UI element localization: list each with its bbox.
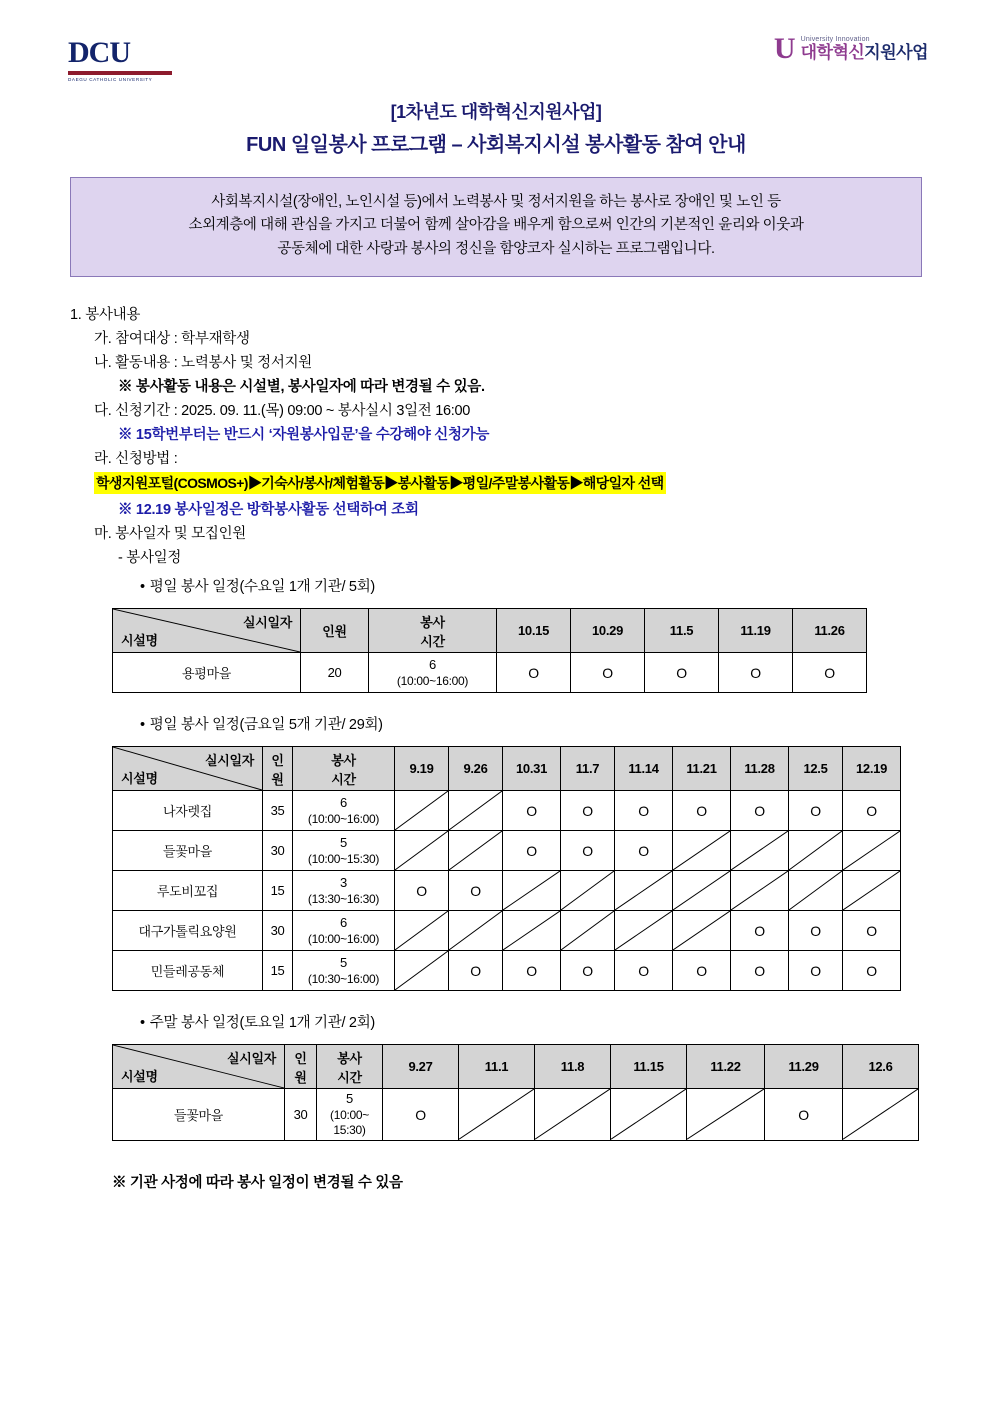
slash-line-icon — [615, 911, 672, 950]
table-header-row — [113, 1045, 919, 1089]
header-hours: 봉사 시간 — [317, 1045, 383, 1089]
slash-line-icon — [535, 1089, 610, 1139]
program-intro-box — [70, 177, 922, 277]
cell-mark: O — [843, 911, 901, 951]
cell-mark: O — [503, 791, 561, 831]
cell-mark: O — [395, 871, 449, 911]
cell-count: 15 — [263, 871, 293, 911]
innovation-logo-kor-1: 대학혁신 — [800, 42, 865, 62]
cell-count: 30 — [285, 1089, 317, 1140]
cell-mark: O — [731, 791, 789, 831]
innovation-logo-kor-2: 지원사업 — [864, 42, 928, 62]
table-row — [113, 831, 901, 871]
slash-line-icon — [449, 831, 502, 870]
cell-mark: O — [449, 871, 503, 911]
logo-row — [60, 34, 932, 88]
cell-mark: O — [497, 653, 571, 693]
cell-mark: O — [673, 951, 731, 991]
header-date-cell: 11.21 — [673, 747, 731, 791]
slash-line-icon — [449, 911, 502, 950]
page-title — [60, 98, 932, 157]
cell-hours: 6 (10:00~16:00) — [293, 911, 395, 951]
cell-count: 30 — [263, 911, 293, 951]
slash-line-icon — [561, 911, 614, 950]
note-winter-schedule: ※ 12.19 봉사일정은 방학봉사활동 선택하여 조회 — [118, 502, 419, 519]
cell-mark: O — [789, 951, 843, 991]
cell-mark: O — [383, 1089, 459, 1140]
header-date-cell: 9.26 — [449, 747, 503, 791]
cell-mark: O — [503, 951, 561, 991]
header-date-label: 실시일자 — [242, 615, 292, 631]
table-header-row — [113, 747, 901, 791]
header-date-cell: 11.26 — [793, 609, 867, 653]
cell-hours: 3 (13:30~16:30) — [293, 871, 395, 911]
cell-mark: O — [789, 791, 843, 831]
slash-line-icon — [843, 871, 900, 910]
header-date-label: 실시일자 — [204, 753, 254, 769]
header-date-cell: 11.29 — [765, 1045, 843, 1089]
header-date-cell: 11.5 — [645, 609, 719, 653]
cell-mark: O — [561, 791, 615, 831]
note-application-period: ※ 15학번부터는 반드시 ‘자원봉사입문’을 수강해야 신청가능 — [118, 427, 490, 444]
cell-unavailable — [395, 791, 449, 831]
item-participants: 가. 참여대상 : 학부재학생 — [94, 331, 250, 348]
cell-unavailable — [561, 871, 615, 911]
note-activity: ※ 봉사활동 내용은 시설별, 봉사일자에 따라 변경될 수 있음. — [118, 379, 485, 396]
header-hours: 봉사 시간 — [293, 747, 395, 791]
slash-line-icon — [395, 791, 448, 830]
cell-unavailable — [673, 911, 731, 951]
header-count: 인 원 — [285, 1045, 317, 1089]
item-schedule-heading: 마. 봉사일자 및 모집인원 — [94, 526, 246, 543]
cell-mark: O — [615, 791, 673, 831]
header-hours: 봉사 시간 — [369, 609, 497, 653]
table-row — [113, 1089, 919, 1140]
cell-mark: O — [615, 951, 673, 991]
cell-unavailable — [395, 831, 449, 871]
cell-unavailable — [459, 1089, 535, 1140]
intro-line-3: 공동체에 대한 사랑과 봉사의 정신을 함양코자 실시하는 프로그램입니다. — [277, 240, 715, 257]
cell-unavailable — [687, 1089, 765, 1140]
cell-unavailable — [395, 951, 449, 991]
header-date-cell: 10.31 — [503, 747, 561, 791]
header-facility-date-diagonal — [113, 747, 263, 791]
innovation-logo-eng: University Innovation — [800, 36, 870, 44]
cell-unavailable — [731, 871, 789, 911]
slash-line-icon — [789, 871, 842, 910]
cell-unavailable — [615, 911, 673, 951]
header-facility-label: 시설명 — [121, 771, 158, 787]
content-list — [60, 303, 932, 1191]
slash-line-icon — [673, 831, 730, 870]
slash-line-icon — [395, 831, 448, 870]
header-facility-label: 시설명 — [121, 633, 158, 649]
cell-mark: O — [449, 951, 503, 991]
cell-unavailable — [615, 871, 673, 911]
item-activity: 나. 활동내용 : 노력봉사 및 정서지원 — [94, 355, 312, 372]
cell-mark: O — [615, 831, 673, 871]
header-date-cell: 11.8 — [535, 1045, 611, 1089]
cell-count: 35 — [263, 791, 293, 831]
cell-unavailable — [611, 1089, 687, 1140]
cell-mark: O — [789, 911, 843, 951]
header-date-label: 실시일자 — [226, 1051, 276, 1067]
header-date-cell: 9.19 — [395, 747, 449, 791]
cell-hours: 6 (10:00~16:00) — [293, 791, 395, 831]
cell-mark: O — [571, 653, 645, 693]
cell-facility: 대구가톨릭요양원 — [113, 911, 263, 951]
cell-unavailable — [503, 911, 561, 951]
slash-line-icon — [789, 831, 842, 870]
slash-line-icon — [673, 911, 730, 950]
cell-mark: O — [843, 791, 901, 831]
schedule-table-weekday-wed — [112, 608, 867, 693]
cell-mark: O — [561, 951, 615, 991]
table-row — [113, 911, 901, 951]
cell-mark: O — [645, 653, 719, 693]
cell-facility: 들꽃마을 — [113, 1089, 285, 1140]
header-date-cell: 11.7 — [561, 747, 615, 791]
cell-count: 20 — [301, 653, 369, 693]
slash-line-icon — [687, 1089, 764, 1139]
cell-mark: O — [503, 831, 561, 871]
slash-line-icon — [503, 871, 560, 910]
cell-unavailable — [561, 911, 615, 951]
cell-count: 30 — [263, 831, 293, 871]
header-date-cell: 11.28 — [731, 747, 789, 791]
cell-hours: 5 (10:30~16:00) — [293, 951, 395, 991]
cell-unavailable — [843, 831, 901, 871]
table-row — [113, 951, 901, 991]
header-date-cell: 9.27 — [383, 1045, 459, 1089]
header-facility-date-diagonal — [113, 609, 301, 653]
cell-facility: 들꽃마을 — [113, 831, 263, 871]
slash-line-icon — [611, 1089, 686, 1139]
footer-note: ※ 기관 사정에 따라 봉사 일정이 변경될 수 있음 — [112, 1174, 403, 1191]
slash-line-icon — [395, 911, 448, 950]
dcu-logo — [68, 38, 172, 82]
cell-mark: O — [731, 911, 789, 951]
slash-line-icon — [615, 871, 672, 910]
item-application-method: 라. 신청방법 : — [94, 451, 178, 468]
slash-line-icon — [561, 871, 614, 910]
cell-unavailable — [731, 831, 789, 871]
cell-unavailable — [449, 791, 503, 831]
table-caption-3: • 주말 봉사 일정(토요일 1개 기관/ 2회) — [140, 1011, 932, 1032]
cell-unavailable — [673, 871, 731, 911]
title-line-2: FUN 일일봉사 프로그램 – 사회복지시설 봉사활동 참여 안내 — [246, 134, 746, 156]
cell-unavailable — [449, 831, 503, 871]
slash-line-icon — [395, 951, 448, 990]
cell-mark: O — [673, 791, 731, 831]
cell-hours: 5 (10:00~15:30) — [293, 831, 395, 871]
slash-line-icon — [843, 831, 900, 870]
table-header-row — [113, 609, 867, 653]
header-date-cell: 12.6 — [843, 1045, 919, 1089]
header-date-cell: 11.1 — [459, 1045, 535, 1089]
cell-unavailable — [673, 831, 731, 871]
cell-unavailable — [789, 831, 843, 871]
header-date-cell: 11.19 — [719, 609, 793, 653]
slash-line-icon — [843, 1089, 918, 1139]
header-facility-date-diagonal — [113, 1045, 285, 1089]
section-heading-1: 1. 봉사내용 — [70, 307, 141, 324]
cell-mark: O — [719, 653, 793, 693]
intro-line-2: 소외계층에 대해 관심을 가지고 더불어 함께 살아감을 배우게 함으로써 인간의 기본적인 윤리와 이웃과 — [188, 217, 804, 234]
cell-unavailable — [535, 1089, 611, 1140]
cell-mark: O — [843, 951, 901, 991]
dcu-logo-bar — [68, 71, 172, 75]
slash-line-icon — [731, 831, 788, 870]
header-date-cell: 11.14 — [615, 747, 673, 791]
item-application-period: 다. 신청기간 : 2025. 09. 11.(목) 09:00 ~ 봉사실시 3일전 16:00 — [94, 403, 471, 420]
header-date-cell: 10.29 — [571, 609, 645, 653]
table-caption-1: • 평일 봉사 일정(수요일 1개 기관/ 5회) — [140, 575, 932, 596]
cell-unavailable — [843, 1089, 919, 1140]
header-count: 인원 — [301, 609, 369, 653]
cell-count: 15 — [263, 951, 293, 991]
dcu-logo-subtext: DAEGU CATHOLIC UNIVERSITY — [68, 77, 153, 82]
cell-unavailable — [843, 871, 901, 911]
cell-facility: 나자렛집 — [113, 791, 263, 831]
table-caption-2: • 평일 봉사 일정(금요일 5개 기관/ 29회) — [140, 713, 932, 734]
cell-facility: 민들레공동체 — [113, 951, 263, 991]
slash-line-icon — [731, 871, 788, 910]
cell-mark: O — [561, 831, 615, 871]
cell-mark: O — [765, 1089, 843, 1140]
item-schedule-sub: - 봉사일정 — [118, 550, 182, 567]
header-date-cell: 11.15 — [611, 1045, 687, 1089]
slash-line-icon — [673, 871, 730, 910]
schedule-table-weekend-sat — [112, 1044, 919, 1140]
intro-line-1: 사회복지시설(장애인, 노인시설 등)에서 노력봉사 및 정서지원을 하는 봉사로 장애인 및 노인 등 — [211, 194, 781, 210]
table-row — [113, 791, 901, 831]
application-path-highlight: 학생지원포털(COSMOS+)▶기숙사/봉사/체험활동▶봉사활동▶평일/주말봉사활동▶해당일자 선택 — [94, 472, 666, 494]
cell-facility: 용평마을 — [113, 653, 301, 693]
cell-hours: 5 (10:00~ 15:30) — [317, 1089, 383, 1140]
cell-unavailable — [395, 911, 449, 951]
header-date-cell: 11.22 — [687, 1045, 765, 1089]
table-row — [113, 653, 867, 693]
table-row — [113, 871, 901, 911]
cell-mark: O — [793, 653, 867, 693]
title-line-1: [1차년도 대학혁신지원사업] — [390, 102, 602, 122]
slash-line-icon — [459, 1089, 534, 1139]
header-facility-label: 시설명 — [121, 1069, 158, 1085]
slash-line-icon — [503, 911, 560, 950]
cell-facility: 루도비꼬집 — [113, 871, 263, 911]
dcu-logo-text: DCU — [68, 36, 130, 69]
cell-unavailable — [503, 871, 561, 911]
header-date-cell: 12.19 — [843, 747, 901, 791]
header-count: 인 원 — [263, 747, 293, 791]
cell-mark: O — [731, 951, 789, 991]
cell-unavailable — [789, 871, 843, 911]
schedule-table-weekday-fri — [112, 746, 901, 991]
header-date-cell: 12.5 — [789, 747, 843, 791]
university-innovation-logo — [774, 34, 928, 64]
u-symbol-icon: U — [773, 32, 796, 65]
cell-unavailable — [449, 911, 503, 951]
slash-line-icon — [449, 791, 502, 830]
header-date-cell: 10.15 — [497, 609, 571, 653]
cell-hours: 6 (10:00~16:00) — [369, 653, 497, 693]
